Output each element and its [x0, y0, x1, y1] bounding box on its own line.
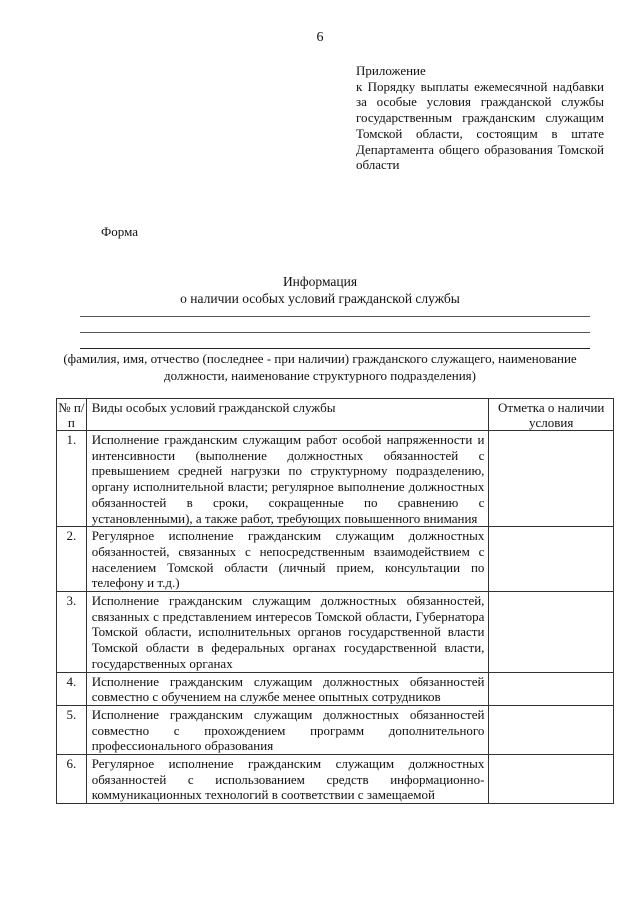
table-row — [57, 431, 614, 527]
row-condition-text: Исполнение гражданским служащим должностных обязанностей совместно с прохождением программ дополнительного профессионального образования — [86, 705, 489, 754]
appendix-text: к Порядку выплаты ежемесячной надбавки за особые условия гражданской службы государственным гражданским служащим Томской области, состоящим в штате Департамента общего образования Томской области — [356, 78, 604, 173]
row-mark-cell[interactable] — [489, 755, 614, 804]
row-condition-text: Регулярное исполнение гражданским служащим должностных обязанностей, связанных с непосредственным взаимодействием с населением Томской области (личный прием, консультации по телефону и т.д.) — [86, 527, 489, 592]
page-number: 6 — [316, 30, 324, 45]
header-mark: Отметка о наличии условия — [489, 399, 614, 431]
field-caption: (фамилия, имя, отчество (последнее - при наличии) гражданского служащего, наименование должности, наименование структурного подразделения) — [63, 351, 577, 383]
appendix-heading: Приложение — [356, 63, 426, 78]
row-number: 5. — [57, 705, 87, 754]
document-title — [120, 273, 520, 307]
blank-line-2[interactable] — [80, 332, 590, 333]
table-header-row — [57, 399, 614, 431]
row-number: 1. — [57, 431, 87, 527]
row-mark-cell[interactable] — [489, 592, 614, 673]
table-row — [57, 755, 614, 804]
row-condition-text: Исполнение гражданским служащим должностных обязанностей, связанных с представлением интересов Томской области, Губернатора Томской области, исполнительных органов государственной власти Томской области в федеральных органах государственной власти, государственных органах — [86, 592, 489, 673]
table-row — [57, 672, 614, 705]
title-line-1: Информация — [282, 274, 358, 289]
table-row — [57, 527, 614, 592]
row-mark-cell[interactable] — [489, 672, 614, 705]
row-number: 3. — [57, 592, 87, 673]
row-mark-cell[interactable] — [489, 527, 614, 592]
blank-line-3[interactable] — [80, 348, 590, 349]
table-row — [57, 592, 614, 673]
row-condition-text: Исполнение гражданским служащим работ особой напряженности и интенсивности (выполнение должностных обязанностей с превышением средней нагрузки по структурному подразделению, органу исполнительной власти; регулярное выполнение должностных обязанностей в сроки, сокращенные по сравнению с установленными), а также работ, требующих повышенного внимания — [86, 431, 489, 527]
header-conditions: Виды особых условий гражданской службы — [86, 399, 489, 431]
header-number: № п/п — [58, 400, 85, 430]
blank-line-1[interactable] — [80, 316, 590, 317]
form-label: Форма — [101, 224, 138, 239]
appendix-block — [356, 63, 604, 173]
row-condition-text: Регулярное исполнение гражданским служащим должностных обязанностей с использованием средств информационно-коммуникационных технологий в соответствии с замещаемой — [86, 755, 489, 804]
row-number: 2. — [57, 527, 87, 592]
row-condition-text: Исполнение гражданским служащим должностных обязанностей совместно с обучением на службе менее опытных сотрудников — [86, 672, 489, 705]
row-number: 4. — [57, 672, 87, 705]
row-number: 6. — [57, 755, 87, 804]
table-row — [57, 705, 614, 754]
row-mark-cell[interactable] — [489, 431, 614, 527]
row-mark-cell[interactable] — [489, 705, 614, 754]
conditions-table — [56, 398, 614, 804]
title-line-2: о наличии особых условий гражданской службы — [180, 291, 460, 306]
